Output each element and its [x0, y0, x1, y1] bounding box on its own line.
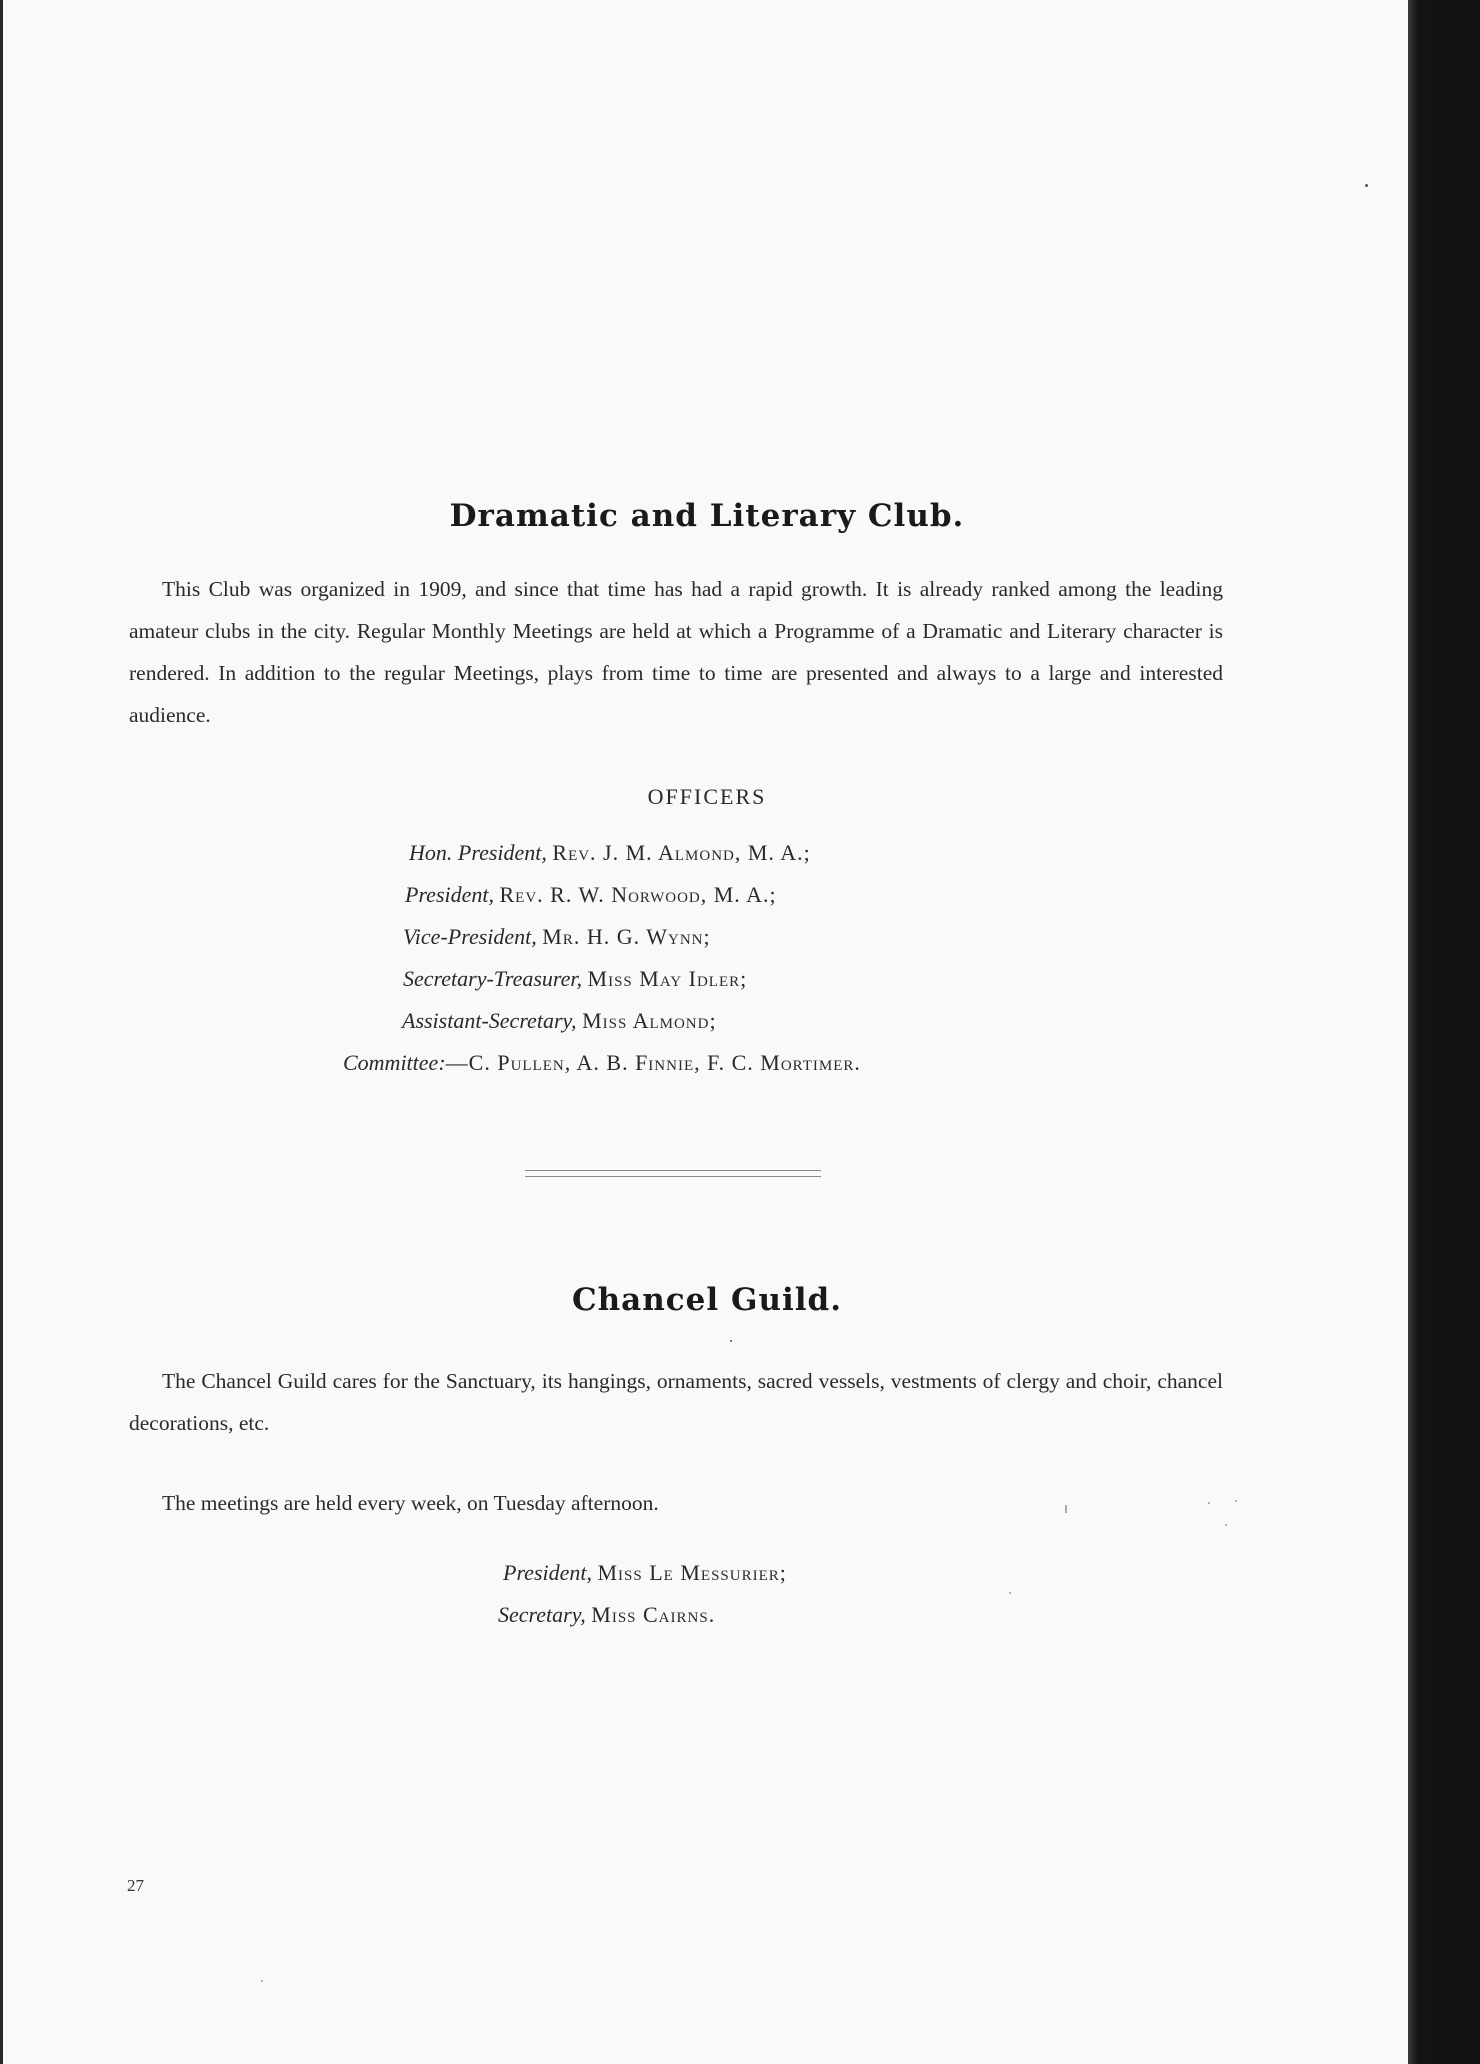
officer-name: Miss Cairns.: [591, 1602, 716, 1627]
scan-speck: [730, 1340, 732, 1342]
officer-committee: [343, 1050, 861, 1076]
officer-secretary-treasurer: [403, 966, 747, 992]
scan-speck: [1208, 1502, 1210, 1504]
scan-speck: [1065, 1505, 1067, 1513]
officer-name: Miss Le Messurier;: [597, 1560, 787, 1585]
scan-speck: [1009, 1592, 1011, 1594]
officer-role: Secretary-Treasurer,: [403, 966, 583, 991]
chancel-guild-meetings: The meetings are held every week, on Tuesday afternoon.: [162, 1491, 659, 1515]
dramatic-club-description: This Club was organized in 1909, and since that time has had a rapid growth. It is already ranked among the leading amateur clubs in the city. Regular Monthly Meetings are held at which a Programme of a Dramatic and Literary character is rendered. In addition to the regular Meetings, plays from time to time are presented and always to a large and interested audience.: [129, 577, 1223, 727]
officer-assistant-secretary: [402, 1008, 717, 1034]
page-number: 27: [127, 1876, 144, 1895]
officer-name: Miss Almond;: [582, 1008, 717, 1033]
scan-border: [1408, 0, 1480, 2064]
officer-role: Committee:: [343, 1050, 446, 1075]
dramatic-club-heading: Dramatic and Literary Club.: [449, 498, 965, 534]
officer-role: President,: [503, 1560, 592, 1585]
scan-speck: [261, 1980, 263, 1982]
chancel-guild-description: The Chancel Guild cares for the Sanctuary, its hangings, ornaments, sacred vessels, vestments of clergy and choir, chancel decorations, etc.: [129, 1369, 1223, 1435]
chancel-guild-heading: Chancel Guild.: [571, 1282, 843, 1318]
officer-name: Miss May Idler;: [587, 966, 748, 991]
section-divider-bottom: [525, 1176, 821, 1177]
scan-speck: [1225, 1524, 1227, 1526]
officer-name: —C. Pullen, A. B. Finnie, F. C. Mortimer.: [445, 1050, 861, 1075]
scan-speck: [1235, 1500, 1237, 1502]
guild-president: [503, 1560, 787, 1586]
officer-role: Assistant-Secretary,: [402, 1008, 577, 1033]
guild-secretary: [498, 1602, 715, 1628]
officer-president: [405, 882, 777, 908]
officer-role: Hon. President,: [409, 840, 547, 865]
officer-role: President,: [405, 882, 494, 907]
officer-name: Rev. J. M. Almond, M. A.;: [552, 840, 811, 865]
officer-role: Vice-President,: [403, 924, 537, 949]
officer-name: Mr. H. G. Wynn;: [542, 924, 711, 949]
officer-name: Rev. R. W. Norwood, M. A.;: [499, 882, 777, 907]
officer-vice-president: [403, 924, 711, 950]
scan-speck: [1365, 184, 1368, 187]
officers-title: OFFICERS: [647, 784, 767, 809]
officer-role: Secretary,: [498, 1602, 586, 1627]
section-divider-top: [525, 1170, 821, 1171]
officer-hon-president: [409, 840, 811, 866]
